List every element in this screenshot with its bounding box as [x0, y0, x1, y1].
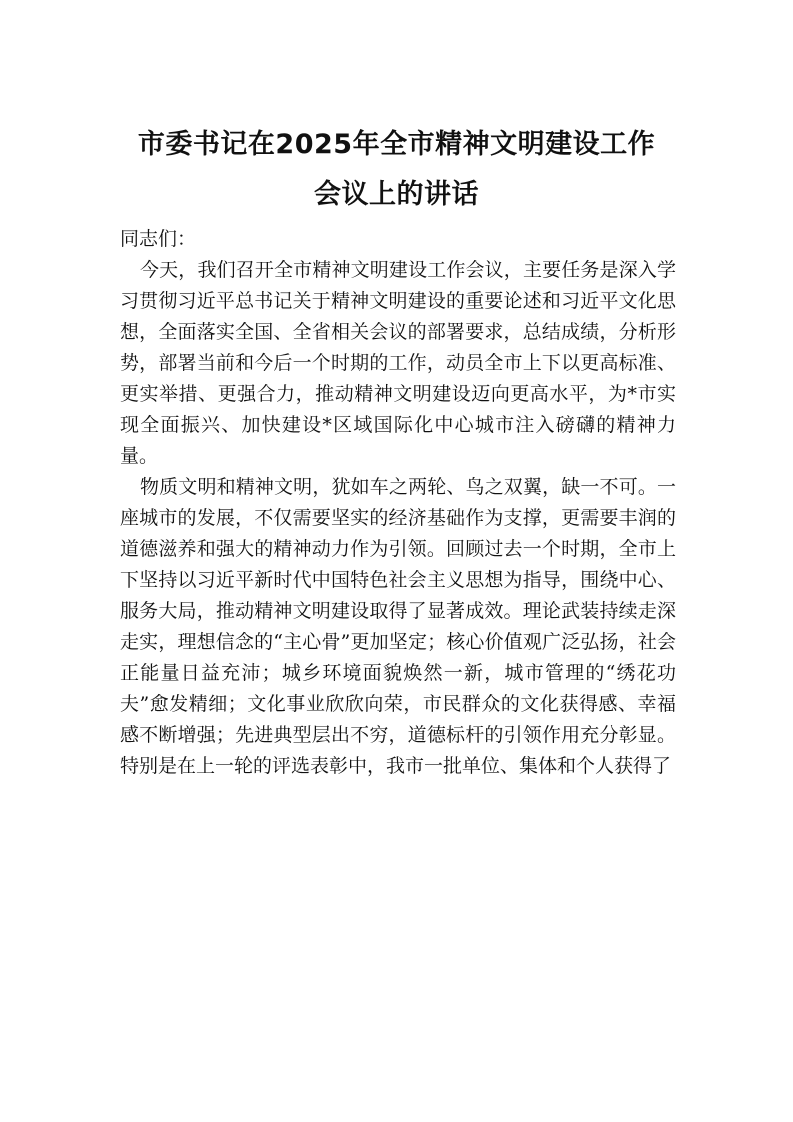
document-title: [100, 120, 693, 220]
salutation: 同志们：: [120, 228, 197, 250]
title-line-1: 市委书记在2025年全市精神文明建设工作: [137, 129, 656, 160]
document-body: [120, 224, 676, 782]
body-paragraph-2: 物质文明和精神文明，犹如车之两轮、鸟之双翼，缺一不可。一座城市的发展，不仅需要坚实的经济基础作为支撑，更需要丰润的道德滋养和强大的精神动力作为引领。回顾过去一个时期，全市上下坚持以习近平新时代中国特色社会主义思想为指导，围绕中心、服务大局，推动精神文明建设取得了显著成效。理论武装持续走深走实，理想信念的“主心骨”更加坚定；核心价值观广泛弘扬，社会正能量日益充沛；城乡环境面貌焕然一新，城市管理的“绣花功夫”愈发精细；文化事业欣欣向荣，市民群众的文化获得感、幸福感不断增强；先进典型层出不穷，道德标杆的引领作用充分彰显。特别是在上一轮的评选表彰中，我市一批单位、集体和个人获得了: [120, 476, 676, 777]
body-paragraph-1: 今天，我们召开全市精神文明建设工作会议，主要任务是深入学习贯彻习近平总书记关于精神文明建设的重要论述和习近平文化思想，全面落实全国、全省相关会议的部署要求，总结成绩，分析形势，部署当前和今后一个时期的工作，动员全市上下以更高标准、更实举措、更强合力，推动精神文明建设迈向更高水平，为*市实现全面振兴、加快建设*区域国际化中心城市注入磅礴的精神力量。: [120, 259, 676, 467]
title-line-2: 会议上的讲话: [314, 179, 479, 210]
